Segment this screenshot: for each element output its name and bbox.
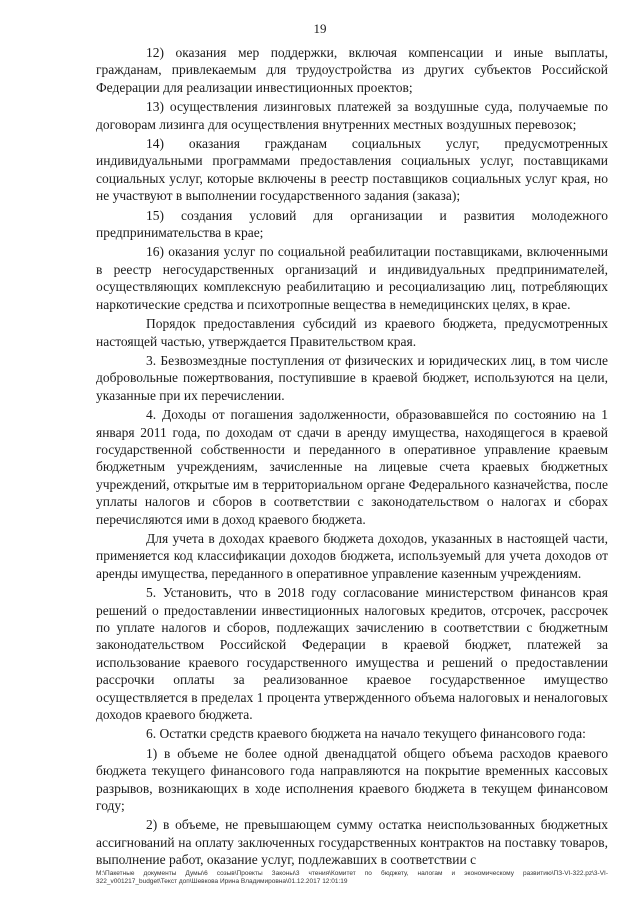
paragraph-item-12: 12) оказания мер поддержки, включая компенсации и иные выплаты, гражданам, привлекаемым для трудоустройства из других субъектов Российской Федерации для реализации инвестиционных проектов; [96,45,608,95]
paragraph-section-6-item-1: 1) в объеме не более одной двенадцатой общего объема расходов краевого бюджета текущего финансового года направляются на покрытие временных кассовых разрывов, возникающих в ходе исполнения краевого бюджета в текущем финансовом году; [96,745,608,814]
paragraph-section-6: 6. Остатки средств краевого бюджета на начало текущего финансового года: [146,726,586,742]
paragraph-section-4-accounting: Для учета в доходах краевого бюджета доходов, указанных в настоящей части, применяется код классификации доходов бюджета, используемый для учета доходов от аренды имущества, переданного в оперативное управление казенным учреждениям. [96,530,608,581]
paragraph-section-3: 3. Безвозмездные поступления от физических и юридических лиц, в том числе добровольные пожертвования, поступившие в краевой бюджет, используются на цели, указанные при их перечислении. [96,352,608,403]
paragraph-section-4: 4. Доходы от погашения задолженности, образовавшейся по состоянию на 1 января 2011 года, по доходам от сдачи в аренду имущества, находящегося в краевой государственной собственности и переданного в оперативное управление краевым бюджетным учреждениям, зачисленные на лицевые счета краевых бюджетных учреждений, открытые им в территориальном органе Федерального казначейства, после уплаты налогов и сборов в соответствии с законодательством о налогах и сборах перечисляются ими в доход краевого бюджета. [96,407,608,527]
paragraph-item-15: 15) создания условий для организации и развития молодежного предпринимательства в крае; [96,207,608,241]
paragraph-item-14: 14) оказания гражданам социальных услуг, предусмотренных индивидуальными программами предоставления социальных услуг, поставщиками социальных услуг, которые включены в реестр поставщиков социальных услуг края, но не участвуют в выполнении государственного задания (заказа); [96,136,608,204]
document-body [96,44,608,871]
paragraph-item-13: 13) осуществления лизинговых платежей за воздушные суда, получаемые по договорам лизинга для осуществления внутренних местных воздушных перевозок; [96,99,608,132]
file-path-footer: М:\Пакетные документы Думы\6 созыв\Проекты Законы\3 чтения\Комитет по бюджету, налогам и экономическому развитию\ПЗ-VI-322.pz\3-VI-322_v001217_budget\Текст доп\Шевкова Ирина Владимировна\01.12.2017 12:01:19 [96,870,608,885]
paragraph-section-6-item-2: 2) в объеме, не превышающем сумму остатка неиспользованных бюджетных ассигнований на оплату заключенных государственных контрактов на поставку товаров, выполнение работ, оказание услуг, подлежавших в соответствии с [96,817,608,868]
paragraph-item-16: 16) оказания услуг по социальной реабилитации поставщиками, включенными в реестр негосударственных организаций и индивидуальных предпринимателей, осуществляющих комплексную реабилитацию и ресоциализацию лиц, потребляющих наркотические средства и психотропные вещества в немедицинских целях, в крае. [96,244,608,312]
paragraph-subsidy-procedure: Порядок предоставления субсидий из краевого бюджета, предусмотренных настоящей частью, утверждается Правительством края. [96,316,608,349]
page-number: 19 [313,21,327,36]
paragraph-section-5: 5. Установить, что в 2018 году согласование министерством финансов края решений о предоставлении инвестиционных налоговых кредитов, отсрочек, рассрочек по уплате налогов и сборов, подлежащих зачислению в соответствии с бюджетным законодательством Российской Федерации в краевой бюджет, платежей за использование краевого государственного имущества и решений о предоставлении рассрочки оплаты за реализованное краевое государственное имущество осуществляется в пределах 1 процента утвержденного объема налоговых и неналоговых доходов краевого бюджета. [96,585,608,723]
